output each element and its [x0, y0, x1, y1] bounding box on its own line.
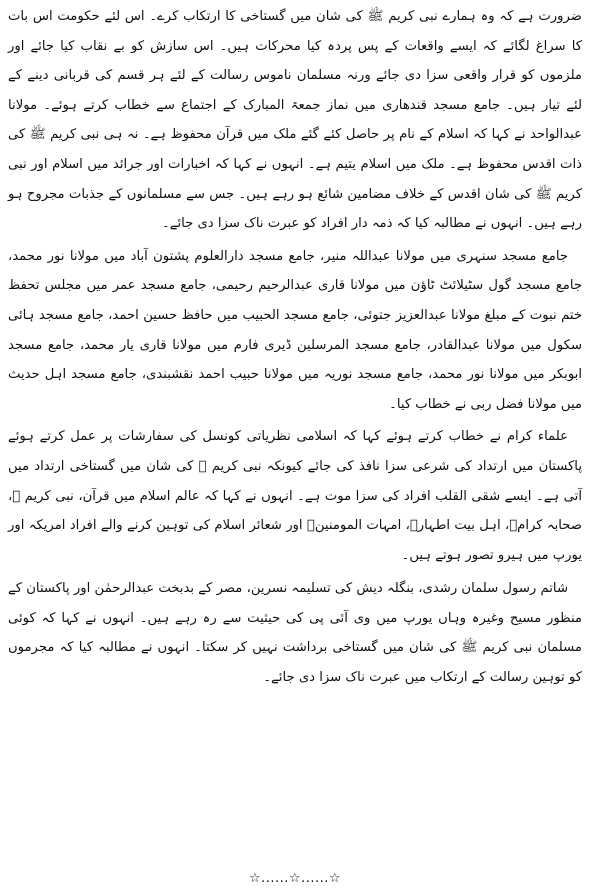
paragraph-4: شاتم رسول سلمان رشدی، بنگلہ دیش کی تسلیمہ نسرین، مصر کے بدبخت عبدالرحمٰن اور پاکستان کے منظور مسیح وغیرہ وہاں یورپ میں وی آئی پی کی حیثیت سے رہ رہے ہیں۔ انہوں نے کہا کہ کوئی مسلمان نبی کریم ﷺ کی شان میں گستاخی برداشت نہیں کر سکتا۔ انہوں نے مطالبہ کیا کہ مجرموں کو توہین رسالت کے ارتکاب میں عبرت ناک سزا دی جائے۔ [8, 581, 582, 686]
paragraph-1: ضرورت ہے کہ وہ ہمارے نبی کریم ﷺ کی شان میں گستاخی کا ارتکاب کرے۔ اس لئے حکومت اس بات کا سراغ لگائے کہ ایسے واقعات کے پس پردہ کیا محرکات ہیں۔ اس سازش کو بے نقاب کیا جائے اور ملزموں کو قرار واقعی سزا دی جائے ورنہ مسلمان ناموس رسالت کے لئے ہر قسم کی قربانی دینے کے لئے تیار ہیں۔ جامع مسجد قندھاری میں نماز جمعۃ المبارک کے اجتماع سے خطاب کرتے ہوئے۔ مولانا عبدالواحد نے کہا کہ اسلام کے نام پر حاصل کئے گئے ملک میں قرآن محفوظ ہے۔ نہ ہی نبی کریم ﷺ کی ذات اقدس محفوظ ہے۔ ملک میں اسلام یتیم ہے۔ انہوں نے کہا کہ اخبارات اور جرائد میں اسلام اور نبی کریم ﷺ کی شان اقدس کے خلاف مضامین شائع ہو رہے ہیں۔ جس سے مسلمانوں کے جذبات مجروح ہو رہے ہیں۔ انہوں نے مطالبہ کیا کہ ذمہ دار افراد کو عبرت ناک سزا دی جائے۔ [8, 9, 582, 232]
section-divider-stars: ☆......☆......☆ [248, 871, 342, 886]
paragraph-3: علماء کرام نے خطاب کرتے ہوئے کہا کہ اسلامی نظریاتی کونسل کی سفارشات پر عمل کرتے ہوئے پاکستان میں ارتداد کی شرعی سزا نافذ کی جائے کیونکہ نبی کریم ﷺ کی شان میں گستاخی ارتداد میں آتی ہے۔ ایسے شقی القلب افراد کی سزا موت ہے۔ انہوں نے کہا کہ عالم اسلام میں قرآن، نبی کریم ﷺ، صحابہ کرامؓ، اہل بیت اطہارؓ، امہات المومنینؓ اور شعائر اسلام کی توہین کرنے والے افراد امریکہ اور یورپ میں ہیرو تصور ہوتے ہیں۔ [8, 429, 582, 563]
paragraph-2: جامع مسجد سنہری میں مولانا عبداللہ منیر، جامع مسجد دارالعلوم پشتون آباد میں مولانا نور محمد، جامع مسجد گول سٹیلائٹ ٹاؤن میں مولانا قاری عبدالرحیم رحیمی، جامع مسجد عمر میں مجلس تحفظ ختم نبوت کے مبلغ مولانا عبدالعزیز جتوئی، جامع مسجد الحبیب میں حافظ حسین احمد، جامع مسجد ہائی سکول میں مولانا عبدالقادر، جامع مسجد المرسلین ڈیری فارم میں مولانا قاری یار محمد، جامع مسجد ابوبکر میں مولانا نور محمد، جامع مسجد نوریہ میں مولانا حبیب احمد نقشبندی، جامع مسجد اہل حدیث میں مولانا فضل ربی نے خطاب کیا۔ [8, 248, 582, 412]
article-page [8, 2, 582, 888]
